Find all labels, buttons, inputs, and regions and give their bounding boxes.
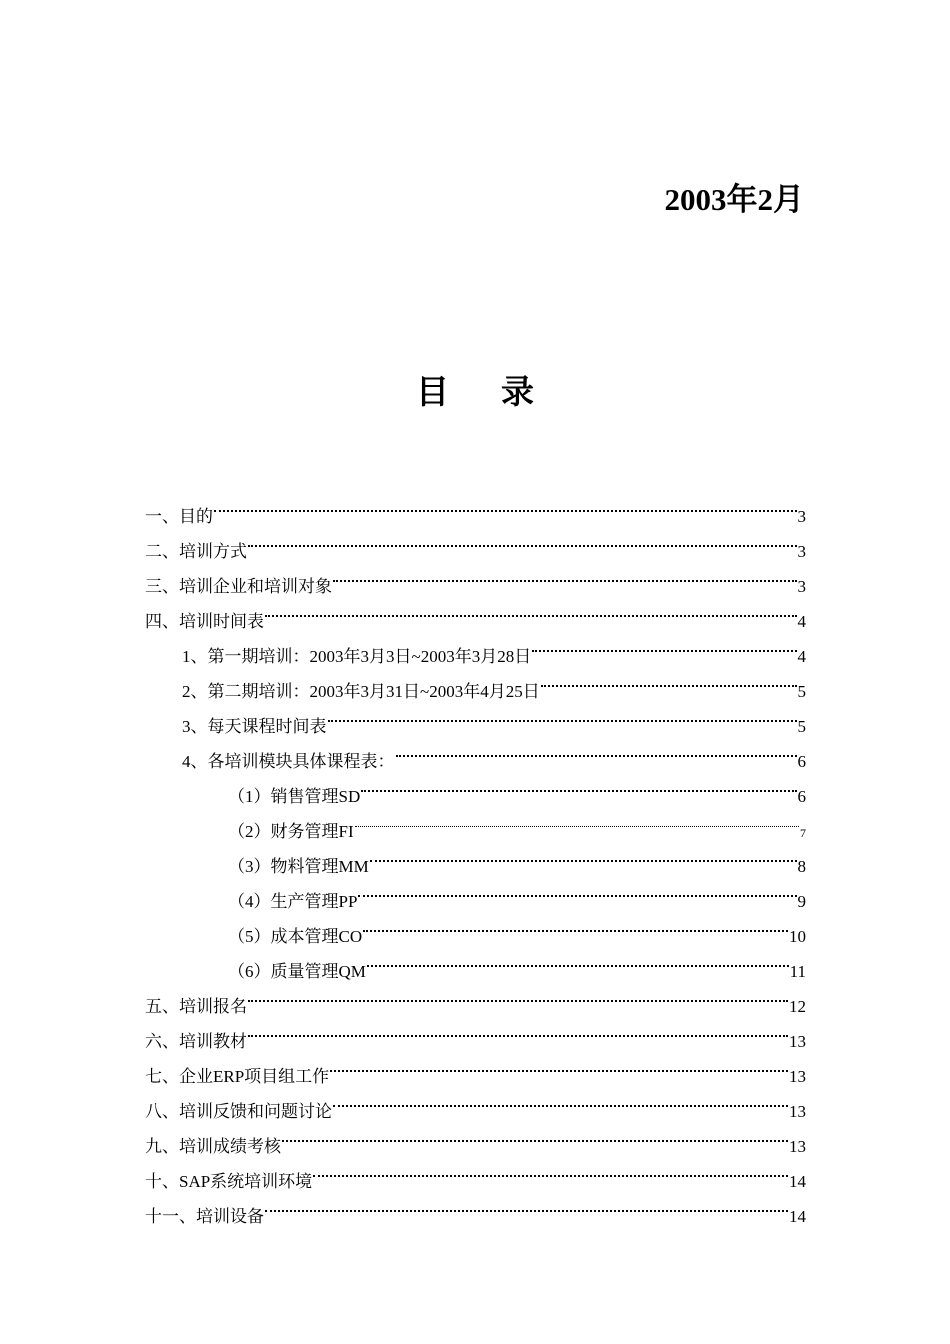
toc-entry-text: 十一、培训设备 [145,1207,264,1226]
toc-entry-text: 2、第二期培训：2003年3月31日~2003年4月25日 [182,682,540,701]
toc-entry-text: 六、培训教材 [145,1032,247,1051]
toc-dot-leader [248,977,788,1012]
toc-dot-leader [355,802,799,837]
toc-entry-text: 一、目的 [145,507,213,526]
toc-entry-text: 四、培训时间表 [145,612,264,631]
toc-dot-leader [396,732,797,767]
toc-dot-leader [265,592,797,627]
toc-entry-text: 三、培训企业和培训对象 [145,577,332,596]
toc-page-number: 4 [797,612,806,631]
toc-title: 目录 [416,375,586,411]
toc-entry-text: 十、SAP系统培训环境 [145,1172,313,1191]
toc-dot-leader [363,907,788,942]
toc-entry-text: 二、培训方式 [145,542,247,561]
toc-page-number: 4 [797,647,806,666]
toc-dot-leader [333,557,797,592]
toc-page-number: 13 [789,1137,806,1156]
toc-entry-training-method[interactable] [145,522,806,561]
toc-entry-text: （1）销售管理SD [228,787,361,806]
toc-page-number: 14 [789,1207,806,1226]
toc-page-number: 6 [797,787,806,806]
toc-page-number: 5 [797,717,806,736]
toc-entry-text: （5）成本管理CO [228,927,363,946]
toc-page-number: 9 [797,892,806,911]
toc-entry-text: 九、培训成绩考核 [145,1137,281,1156]
toc-page-number: 10 [789,927,806,946]
toc-dot-leader [214,487,797,522]
toc-dot-leader [248,1012,788,1047]
toc-dot-leader [333,1082,788,1117]
toc-page-number: 3 [797,542,806,561]
toc-dot-leader [248,522,797,557]
toc-entry-text: 1、第一期培训：2003年3月3日~2003年3月28日 [182,647,532,666]
date-heading: 2003年2月 [664,182,804,217]
toc-dot-leader [532,627,796,662]
toc-dot-leader [313,1152,788,1187]
toc-page-number: 12 [789,997,806,1016]
toc-page-number: 6 [797,752,806,771]
toc-entry-text: 七、企业ERP项目组工作 [145,1067,330,1086]
toc-page-number: 14 [789,1172,806,1191]
toc-page-number: 13 [789,1032,806,1051]
toc-page-number: 11 [789,962,806,981]
table-of-contents [145,487,806,1226]
toc-dot-leader [265,1187,788,1222]
toc-entry-objective[interactable] [145,487,806,526]
toc-entry-text: 八、培训反馈和问题讨论 [145,1102,332,1121]
toc-page-number: 8 [797,857,806,876]
toc-entry-text: （4）生产管理PP [228,892,358,911]
toc-dot-leader [541,662,797,697]
toc-dot-leader [328,697,797,732]
toc-dot-leader [370,837,797,872]
toc-dot-leader [282,1117,788,1152]
toc-entry-text: 五、培训报名 [145,997,247,1016]
toc-page-number: 13 [789,1102,806,1121]
toc-page-number: 7 [800,826,806,840]
toc-entry-text: （3）物料管理MM [228,857,369,876]
toc-entry-text: 4、各培训模块具体课程表： [182,752,395,771]
toc-page-number: 13 [789,1067,806,1086]
toc-dot-leader [358,872,796,907]
toc-dot-leader [367,942,789,977]
toc-page-number: 3 [797,577,806,596]
toc-dot-leader [330,1047,788,1082]
toc-entry-text: 3、每天课程时间表 [182,717,327,736]
toc-page-number: 5 [797,682,806,701]
toc-page-number: 3 [797,507,806,526]
toc-dot-leader [361,767,796,802]
toc-entry-text: （6）质量管理QM [228,962,366,981]
toc-entry-text: （2）财务管理FI [228,822,354,841]
